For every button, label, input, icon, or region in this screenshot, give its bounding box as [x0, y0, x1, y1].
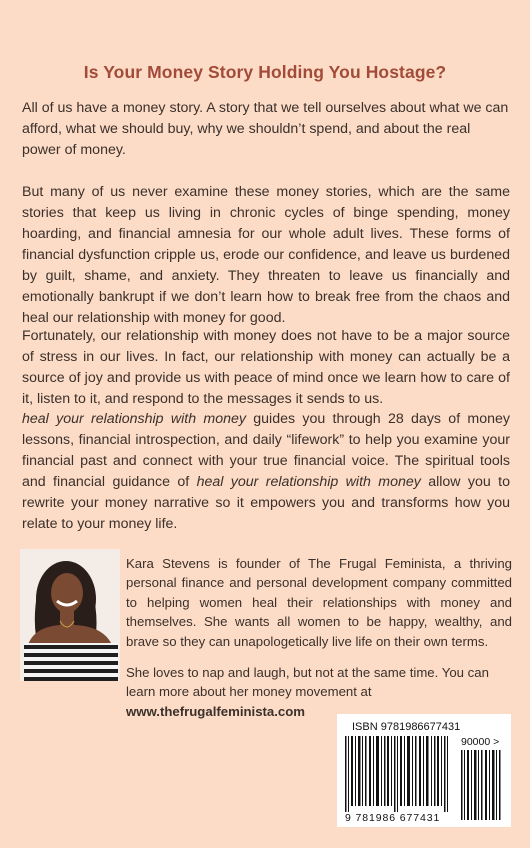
paragraph-problem: But many of us never examine these money stories, which are the same stories that keep us living in chronic cycles of binge spending, money hoarding, and financial amnesia for our whole adult lives. These forms of financial dysfunction cripple us, erode our confidence, and leave us burdened by guilt, shame, and anxiety. They threaten to leave us financially and emotionally bankrupt if we don’t learn how to break free from the chaos and heal our relationship with money for good.: [22, 184, 510, 326]
price-code: 90000 >: [461, 736, 500, 748]
author-website-link[interactable]: www.thefrugalfeminista.com: [126, 703, 306, 719]
author-photo-image: [20, 549, 120, 681]
isbn-label: ISBN 9781986677431: [352, 721, 461, 733]
author-bio: [126, 554, 512, 721]
barcode-bars-icon: [337, 714, 511, 827]
book-title-italic: heal your relationship with money: [196, 474, 421, 490]
paragraph-solution: Fortunately, our relationship with money does not have to be a major source of stress in our lives. In fact, our relationship with money can actually be a source of joy and provide us with peace of mind once we learn how to care of it, listen to it, and respond to the messages it sends to us.: [22, 328, 510, 407]
page-title: Is Your Money Story Holding You Hostage?: [83, 62, 447, 82]
author-bio-more: [126, 663, 512, 721]
description-text: guides you through 28 days of money lessons, financial introspection, and daily “lifework” to help you examine your financial past and connect with your true financial voice. The spiritual tools and financial guidance of: [22, 411, 511, 490]
isbn-barcode: [337, 714, 511, 827]
author-bio-more-text: She loves to nap and laugh, but not at the same time. You can learn more about her money movement at: [126, 665, 489, 700]
author-bio-text: Kara Stevens is founder of The Frugal Feminista, a thriving personal finance and personal development company committed to helping women heal their relationships with money and themselves. She wants all women to be happy, wealthy, and brave so they can unapologetically live life on their own terms.: [126, 556, 512, 649]
book-title-italic: heal your relationship with money: [22, 411, 246, 427]
isbn-digits: 9 781986 677431: [345, 812, 441, 824]
paragraph-book-description: [22, 409, 510, 535]
description-text: allow you to rewrite your money narrative so it empowers you and transforms how you relate to your money life.: [22, 474, 510, 532]
paragraph-intro: All of us have a money story. A story that we tell ourselves about what we can afford, what we should buy, why we shouldn’t spend, and about the real power of money.: [22, 100, 509, 158]
author-photo: [20, 549, 120, 681]
